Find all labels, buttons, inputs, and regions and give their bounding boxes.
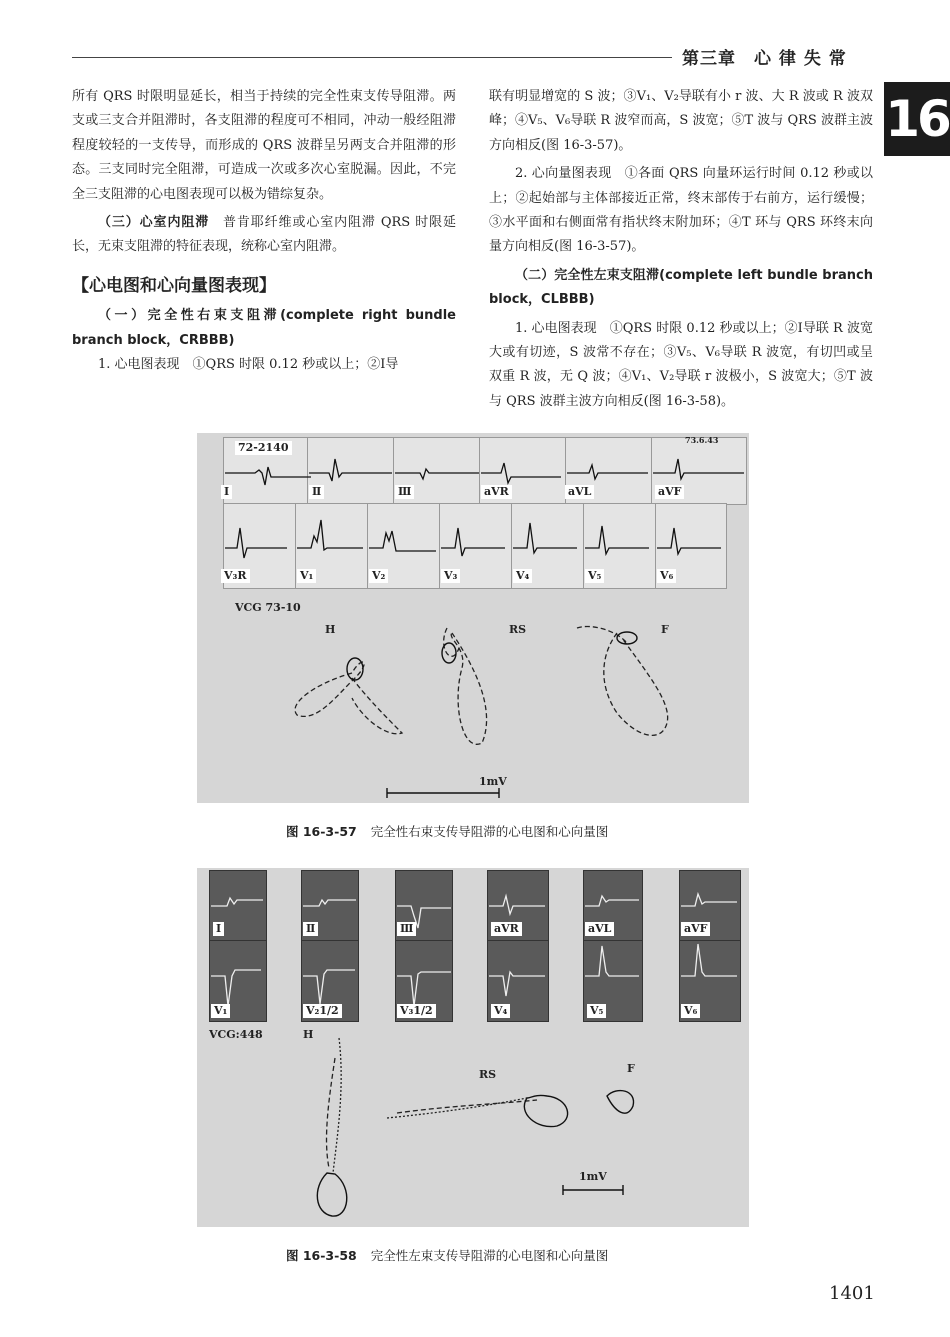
lead-label: Ⅰ bbox=[221, 485, 232, 499]
ecg-trace bbox=[481, 463, 561, 483]
paragraph: 1. 心电图表现 ①QRS 时限 0.12 秒或以上；②Ⅰ导联 R 波宽大或有切迹，S 波常不存在；③V₅、V₆导联 R 波宽，有切凹或呈双重 R 波，无 Q 波；④V₁、V₂导联 r 波极小，S 波宽大；⑤T 波与 QRS 波群主波方向相反(图 16-3-58)。 bbox=[489, 320, 873, 409]
lead-label: V₁ bbox=[211, 1004, 230, 1018]
ecg-trace bbox=[489, 896, 545, 914]
plane-label: F bbox=[661, 623, 669, 636]
lead-label: V₄ bbox=[491, 1004, 510, 1018]
plane-label: RS bbox=[509, 623, 527, 636]
lead-label: aVF bbox=[681, 922, 710, 936]
figure-16-3-57 bbox=[197, 433, 749, 803]
lead-label: aVF bbox=[655, 485, 684, 499]
ecg-trace bbox=[653, 459, 744, 479]
caption-text: 完全性右束支传导阻滞的心电图和心向量图 bbox=[370, 824, 609, 839]
vcg-loop-h bbox=[295, 662, 364, 716]
lead-label: V₁ bbox=[297, 569, 316, 583]
ecg-trace bbox=[681, 894, 737, 906]
vcg-loop-h-dotted bbox=[333, 1038, 341, 1173]
vcg-loop-h bbox=[352, 678, 402, 734]
lead-label: V₃R bbox=[221, 569, 250, 583]
figure-caption bbox=[286, 1246, 608, 1264]
left-column bbox=[72, 85, 456, 377]
ecg-trace bbox=[225, 528, 287, 558]
ecg-trace bbox=[211, 898, 263, 906]
vcg-loop-rs-dotted bbox=[387, 1098, 527, 1118]
paragraph bbox=[72, 211, 456, 260]
vcg-label: VCG 73-10 bbox=[235, 601, 301, 614]
corner-label: 73.6.43 bbox=[685, 435, 719, 445]
lead-label: V₂ bbox=[369, 569, 388, 583]
ecg-trace bbox=[567, 465, 648, 479]
header-rule bbox=[72, 57, 672, 58]
scale-label: 1mV bbox=[479, 775, 507, 788]
vcg-loop-rs bbox=[397, 1100, 537, 1113]
ecg-trace bbox=[303, 900, 356, 906]
lead-label: Ⅱ bbox=[309, 485, 324, 499]
ecg-trace bbox=[211, 970, 261, 1006]
lead-label: V₆ bbox=[681, 1004, 700, 1018]
caption-text: 完全性左束支传导阻滞的心电图和心向量图 bbox=[370, 1248, 609, 1263]
ecg-trace bbox=[225, 467, 311, 485]
ecg-trace bbox=[585, 946, 639, 976]
lead-label: aVL bbox=[585, 922, 614, 936]
ecg-trace bbox=[657, 528, 721, 554]
scale-label: 1mV bbox=[579, 1170, 607, 1183]
page-number: 1401 bbox=[829, 1283, 875, 1304]
lead-label: aVR bbox=[491, 922, 522, 936]
vcg-loop-rs bbox=[451, 633, 486, 744]
lead-label: V₅ bbox=[587, 1004, 606, 1018]
paragraph: 1. 心电图表现 ①QRS 时限 0.12 秒或以上；②Ⅰ导 bbox=[98, 357, 399, 373]
lead-label: V₄ bbox=[513, 569, 532, 583]
lead-label: Ⅰ bbox=[213, 922, 224, 936]
chapter-tab: 16 bbox=[884, 82, 950, 156]
plane-label: H bbox=[325, 623, 336, 636]
right-column bbox=[489, 85, 873, 414]
ecg-trace bbox=[441, 528, 505, 556]
subheading: （二）完全性左束支阻滞(complete left bundle branch block，CLBBB) bbox=[489, 267, 873, 308]
lead-label: Ⅲ bbox=[397, 922, 416, 936]
ecg-trace bbox=[369, 531, 436, 551]
ecg-vcg-drawing bbox=[197, 868, 749, 1227]
plane-label: F bbox=[627, 1062, 635, 1075]
ecg-trace bbox=[681, 944, 737, 976]
vcg-label: VCG:448 bbox=[209, 1028, 263, 1041]
lead-label: V₃1/2 bbox=[397, 1004, 436, 1018]
record-id: 72-2140 bbox=[235, 441, 292, 455]
vcg-t-loop bbox=[442, 643, 456, 663]
ecg-trace bbox=[303, 970, 355, 1004]
paragraph: 所有 QRS 时限明显延长，相当于持续的完全性束支传导阻滞。两支或三支合并阻滞时，各支阻滞的程度可不相同，冲动一般经阻滞程度较轻的一支传导，而形成的 QRS 波群呈另两支合并阻滞的形态。三支同时完全阻滞，可造成一次或多次心室脱漏。因此，不完全三支阻滞的心电图表现可以极为错综复杂。 bbox=[72, 89, 456, 202]
subheading: （一）完全性右束支阻滞(complete right bundle branch block，CRBBB) bbox=[72, 308, 456, 348]
plane-label: RS bbox=[479, 1068, 497, 1081]
lead-label: V₃ bbox=[441, 569, 460, 583]
caption-number: 图 16-3-58 bbox=[286, 1248, 357, 1263]
paragraph-text: 普肯耶纤维或心室内阻滞 QRS 时限延长，无束支阻滞的特征表现，统称心室内阻滞。 bbox=[72, 215, 456, 255]
ecg-trace bbox=[395, 469, 479, 479]
lead-label: V₂1/2 bbox=[303, 1004, 342, 1018]
caption-number: 图 16-3-57 bbox=[286, 824, 357, 839]
ecg-trace bbox=[489, 972, 545, 996]
vcg-qrs-loop bbox=[524, 1095, 567, 1126]
lead-label: aVL bbox=[565, 485, 594, 499]
lead-label: Ⅲ bbox=[395, 485, 414, 499]
subheading: （三）心室内阻滞 bbox=[98, 215, 210, 231]
paragraph: 2. 心向量图表现 ①各面 QRS 向量环运行时间 0.12 秒或以上；②起始部与主体部接近正常，终末部传于右前方，运行缓慢；③水平面和右侧面常有指状终末附加环；④T 环与 QRS 环终末向量方向相反(图 16-3-57)。 bbox=[489, 166, 873, 255]
plane-label: H bbox=[303, 1028, 314, 1041]
figure-caption bbox=[286, 822, 608, 840]
figure-16-3-58 bbox=[197, 868, 749, 1227]
ecg-trace bbox=[297, 520, 363, 550]
chapter-title: 第三章 心 律 失 常 bbox=[682, 49, 847, 69]
lead-label: aVR bbox=[481, 485, 512, 499]
vcg-qrs-loop bbox=[317, 1173, 346, 1216]
paragraph: 联有明显增宽的 S 波；③V₁、V₂导联有小 r 波、大 R 波或 R 波双峰；④V₅、V₆导联 R 波窄而高，S 波宽；⑤T 波与 QRS 波群主波方向相反(图 16-3-57)。 bbox=[489, 89, 873, 153]
vcg-loop-f bbox=[604, 633, 668, 735]
ecg-trace bbox=[397, 972, 451, 1006]
ecg-trace bbox=[585, 526, 649, 554]
section-title: 【心电图和心向量图表现】 bbox=[72, 275, 276, 296]
ecg-trace bbox=[309, 459, 392, 481]
vcg-t-loop bbox=[617, 632, 637, 644]
lead-label: V₆ bbox=[657, 569, 676, 583]
lead-label: Ⅱ bbox=[303, 922, 318, 936]
lead-label: V₅ bbox=[585, 569, 604, 583]
vcg-loop-rs bbox=[444, 628, 459, 656]
ecg-trace bbox=[585, 896, 639, 906]
vcg-qrs-loop bbox=[607, 1091, 634, 1114]
vcg-loop-h bbox=[327, 1058, 335, 1168]
ecg-trace bbox=[513, 523, 577, 553]
